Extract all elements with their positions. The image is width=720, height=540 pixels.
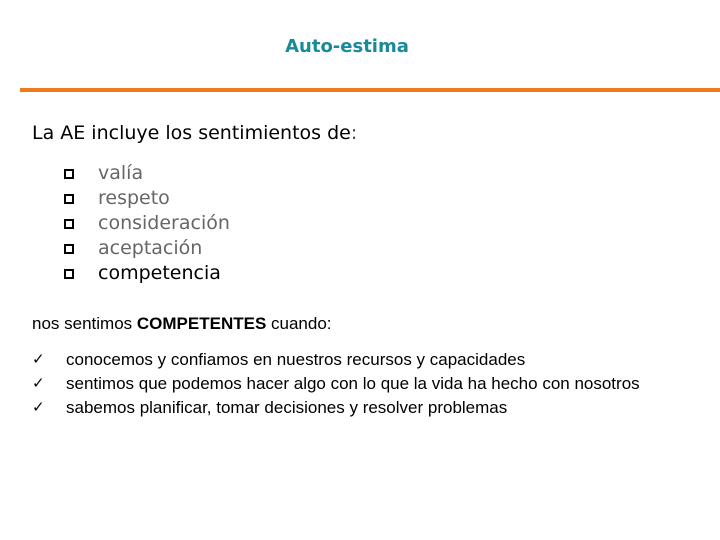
list-item-label: valía xyxy=(98,161,144,184)
square-bullet-icon xyxy=(64,219,74,229)
checkmark-icon: ✓ xyxy=(32,375,45,392)
list-item-label: respeto xyxy=(98,186,170,209)
competence-list xyxy=(32,348,692,420)
feelings-list xyxy=(64,160,230,285)
lead-bold: COMPETENTES xyxy=(136,314,267,333)
intro-text: La AE incluye los sentimientos de xyxy=(32,122,351,144)
list-item xyxy=(32,396,692,420)
square-bullet-icon xyxy=(64,194,74,204)
list-item-text: sentimos que podemos hacer algo con lo que la vida ha hecho con nosotros xyxy=(66,374,640,393)
competence-lead xyxy=(32,314,332,334)
list-item xyxy=(64,210,230,235)
list-item xyxy=(64,185,230,210)
intro-line xyxy=(32,122,357,144)
list-item-label: aceptación xyxy=(98,236,203,259)
square-bullet-icon xyxy=(64,169,74,179)
list-item-label: competencia xyxy=(98,261,221,284)
intro-colon: : xyxy=(350,122,358,144)
title-divider xyxy=(20,88,720,92)
lead-suffix: cuando: xyxy=(266,314,332,333)
list-item-text: conocemos y confiamos en nuestros recursos y capacidades xyxy=(66,350,526,369)
checkmark-icon: ✓ xyxy=(32,351,45,368)
square-bullet-icon xyxy=(64,244,74,254)
page-title: Auto-estima xyxy=(285,36,409,57)
list-item-text: sabemos planificar, tomar decisiones y resolver problemas xyxy=(66,398,508,417)
list-item xyxy=(32,348,692,372)
list-item xyxy=(64,235,230,260)
list-item xyxy=(32,372,692,396)
checkmark-icon: ✓ xyxy=(32,399,45,416)
list-item xyxy=(64,160,230,185)
lead-prefix: nos sentimos xyxy=(32,314,137,333)
list-item xyxy=(64,260,230,285)
list-item-label: consideración xyxy=(98,211,230,234)
square-bullet-icon xyxy=(64,269,74,279)
